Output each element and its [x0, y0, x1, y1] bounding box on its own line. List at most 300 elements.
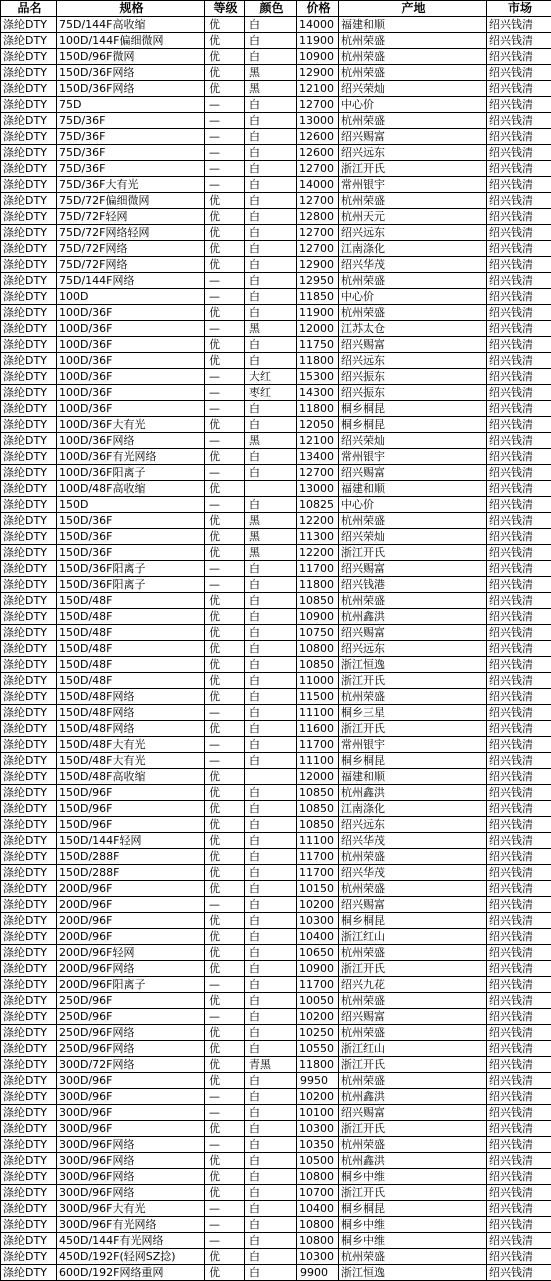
table-row — [1, 705, 551, 721]
product-name-cell: 涤纶DTY — [1, 785, 57, 801]
market-cell: 绍兴钱清 — [487, 49, 551, 65]
product-name-cell: 涤纶DTY — [1, 817, 57, 833]
origin-cell: 江南涤化 — [339, 241, 487, 257]
table-row — [1, 833, 551, 849]
price-cell: 13000 — [297, 113, 339, 129]
grade-cell: — — [205, 273, 245, 289]
product-name-cell: 涤纶DTY — [1, 369, 57, 385]
price-cell: 11500 — [297, 689, 339, 705]
product-name-cell: 涤纶DTY — [1, 1201, 57, 1217]
table-row — [1, 769, 551, 785]
market-cell: 绍兴钱清 — [487, 193, 551, 209]
market-cell: 绍兴钱清 — [487, 801, 551, 817]
price-cell: 11000 — [297, 673, 339, 689]
product-name-cell: 涤纶DTY — [1, 593, 57, 609]
price-cell: 10650 — [297, 945, 339, 961]
table-row — [1, 657, 551, 673]
color-cell: 白 — [245, 353, 297, 369]
spec-cell: 150D/48F网络 — [57, 705, 205, 721]
table-row — [1, 513, 551, 529]
market-cell: 绍兴钱清 — [487, 1025, 551, 1041]
grade-cell: — — [205, 145, 245, 161]
product-name-cell: 涤纶DTY — [1, 833, 57, 849]
grade-cell: — — [205, 1105, 245, 1121]
header-color: 颜色 — [245, 1, 297, 17]
market-cell: 绍兴钱清 — [487, 977, 551, 993]
price-cell: 14000 — [297, 177, 339, 193]
price-cell: 12700 — [297, 193, 339, 209]
color-cell: 白 — [245, 289, 297, 305]
product-name-cell: 涤纶DTY — [1, 257, 57, 273]
origin-cell: 绍兴远东 — [339, 145, 487, 161]
origin-cell: 杭州荣盛 — [339, 593, 487, 609]
product-name-cell: 涤纶DTY — [1, 689, 57, 705]
product-name-cell: 涤纶DTY — [1, 1089, 57, 1105]
origin-cell: 桐乡三星 — [339, 705, 487, 721]
table-row — [1, 1073, 551, 1089]
color-cell: 白 — [245, 801, 297, 817]
spec-cell: 150D — [57, 497, 205, 513]
price-cell: 11700 — [297, 737, 339, 753]
origin-cell: 桐乡桐昆 — [339, 913, 487, 929]
spec-cell: 150D/36F阳离子 — [57, 561, 205, 577]
spec-cell: 150D/48F — [57, 609, 205, 625]
spec-cell: 150D/36F — [57, 513, 205, 529]
grade-cell: 优 — [205, 49, 245, 65]
market-cell: 绍兴钱清 — [487, 913, 551, 929]
spec-cell: 150D/36F — [57, 529, 205, 545]
product-name-cell: 涤纶DTY — [1, 913, 57, 929]
spec-cell: 250D/96F网络 — [57, 1025, 205, 1041]
market-cell: 绍兴钱清 — [487, 865, 551, 881]
origin-cell: 绍兴赐富 — [339, 465, 487, 481]
origin-cell: 浙江开氏 — [339, 545, 487, 561]
origin-cell: 绍兴华茂 — [339, 865, 487, 881]
product-name-cell: 涤纶DTY — [1, 753, 57, 769]
price-cell: 11100 — [297, 753, 339, 769]
table-row — [1, 641, 551, 657]
table-row — [1, 785, 551, 801]
grade-cell: 优 — [205, 929, 245, 945]
grade-cell: 优 — [205, 721, 245, 737]
color-cell: 白 — [245, 897, 297, 913]
table-row — [1, 609, 551, 625]
grade-cell: 优 — [205, 1249, 245, 1265]
product-name-cell: 涤纶DTY — [1, 161, 57, 177]
grade-cell: — — [205, 1201, 245, 1217]
grade-cell: 优 — [205, 513, 245, 529]
grade-cell: — — [205, 433, 245, 449]
color-cell: 白 — [245, 609, 297, 625]
origin-cell: 杭州荣盛 — [339, 881, 487, 897]
product-name-cell: 涤纶DTY — [1, 1057, 57, 1073]
market-cell: 绍兴钱清 — [487, 625, 551, 641]
product-name-cell: 涤纶DTY — [1, 273, 57, 289]
color-cell — [245, 769, 297, 785]
product-name-cell: 涤纶DTY — [1, 1025, 57, 1041]
origin-cell: 杭州荣盛 — [339, 1025, 487, 1041]
product-name-cell: 涤纶DTY — [1, 561, 57, 577]
origin-cell: 绍兴远东 — [339, 817, 487, 833]
color-cell: 黑 — [245, 545, 297, 561]
price-cell: 10300 — [297, 1249, 339, 1265]
spec-cell: 100D/36F有光网络 — [57, 449, 205, 465]
table-row — [1, 977, 551, 993]
market-cell: 绍兴钱清 — [487, 881, 551, 897]
color-cell: 白 — [245, 913, 297, 929]
price-cell: 11100 — [297, 833, 339, 849]
table-row — [1, 849, 551, 865]
color-cell: 白 — [245, 1025, 297, 1041]
table-row — [1, 305, 551, 321]
color-cell: 白 — [245, 721, 297, 737]
product-name-cell: 涤纶DTY — [1, 529, 57, 545]
color-cell: 黑 — [245, 529, 297, 545]
market-cell: 绍兴钱清 — [487, 609, 551, 625]
price-cell: 10150 — [297, 881, 339, 897]
market-cell: 绍兴钱清 — [487, 225, 551, 241]
product-name-cell: 涤纶DTY — [1, 1169, 57, 1185]
table-row — [1, 881, 551, 897]
grade-cell: 优 — [205, 785, 245, 801]
origin-cell: 江苏太仓 — [339, 321, 487, 337]
table-row — [1, 145, 551, 161]
spec-cell: 100D/36F — [57, 369, 205, 385]
table-row — [1, 1089, 551, 1105]
origin-cell: 绍兴华茂 — [339, 257, 487, 273]
price-cell: 10800 — [297, 1233, 339, 1249]
table-row — [1, 545, 551, 561]
price-cell: 10100 — [297, 1105, 339, 1121]
product-name-cell: 涤纶DTY — [1, 1185, 57, 1201]
product-name-cell: 涤纶DTY — [1, 417, 57, 433]
spec-cell: 100D/36F大有光 — [57, 417, 205, 433]
table-row — [1, 689, 551, 705]
market-cell: 绍兴钱清 — [487, 961, 551, 977]
color-cell: 白 — [245, 753, 297, 769]
market-cell: 绍兴钱清 — [487, 817, 551, 833]
price-cell: 10850 — [297, 657, 339, 673]
color-cell: 白 — [245, 337, 297, 353]
grade-cell: 优 — [205, 689, 245, 705]
product-name-cell: 涤纶DTY — [1, 1249, 57, 1265]
price-cell: 12200 — [297, 545, 339, 561]
origin-cell: 桐乡桐昆 — [339, 417, 487, 433]
product-name-cell: 涤纶DTY — [1, 385, 57, 401]
market-cell: 绍兴钱清 — [487, 577, 551, 593]
product-name-cell: 涤纶DTY — [1, 449, 57, 465]
color-cell: 白 — [245, 1089, 297, 1105]
color-cell: 白 — [245, 1249, 297, 1265]
origin-cell: 浙江开氏 — [339, 961, 487, 977]
grade-cell: 优 — [205, 417, 245, 433]
color-cell: 黑 — [245, 65, 297, 81]
price-cell: 10300 — [297, 913, 339, 929]
product-name-cell: 涤纶DTY — [1, 209, 57, 225]
spec-cell: 150D/48F — [57, 641, 205, 657]
market-cell: 绍兴钱清 — [487, 1041, 551, 1057]
price-cell: 10350 — [297, 1137, 339, 1153]
market-cell: 绍兴钱清 — [487, 113, 551, 129]
origin-cell: 绍兴荣灿 — [339, 433, 487, 449]
table-row — [1, 225, 551, 241]
price-cell: 12700 — [297, 161, 339, 177]
origin-cell: 杭州荣盛 — [339, 33, 487, 49]
price-cell: 10900 — [297, 609, 339, 625]
table-row — [1, 177, 551, 193]
market-cell: 绍兴钱清 — [487, 273, 551, 289]
origin-cell: 绍兴振东 — [339, 385, 487, 401]
spec-cell: 150D/48F大有光 — [57, 737, 205, 753]
spec-cell: 100D/36F网络 — [57, 433, 205, 449]
grade-cell: 优 — [205, 545, 245, 561]
color-cell: 黑 — [245, 513, 297, 529]
origin-cell: 杭州荣盛 — [339, 849, 487, 865]
market-cell: 绍兴钱清 — [487, 465, 551, 481]
grade-cell: 优 — [205, 65, 245, 81]
color-cell: 白 — [245, 561, 297, 577]
table-row — [1, 241, 551, 257]
spec-cell: 250D/96F — [57, 1009, 205, 1025]
spec-cell: 150D/96F — [57, 785, 205, 801]
grade-cell: 优 — [205, 449, 245, 465]
market-cell: 绍兴钱清 — [487, 705, 551, 721]
grade-cell: — — [205, 401, 245, 417]
color-cell: 白 — [245, 1217, 297, 1233]
market-cell: 绍兴钱清 — [487, 497, 551, 513]
grade-cell: 优 — [205, 865, 245, 881]
spec-cell: 75D/72F网络轻网 — [57, 225, 205, 241]
market-cell: 绍兴钱清 — [487, 593, 551, 609]
color-cell: 白 — [245, 929, 297, 945]
table-row — [1, 113, 551, 129]
spec-cell: 300D/96F — [57, 1121, 205, 1137]
origin-cell: 杭州荣盛 — [339, 193, 487, 209]
spec-cell: 300D/96F — [57, 1089, 205, 1105]
spec-cell: 150D/144F轻网 — [57, 833, 205, 849]
origin-cell: 浙江红山 — [339, 1041, 487, 1057]
price-cell: 13400 — [297, 449, 339, 465]
header-grade: 等级 — [205, 1, 245, 17]
market-cell: 绍兴钱清 — [487, 1121, 551, 1137]
color-cell: 白 — [245, 865, 297, 881]
product-name-cell: 涤纶DTY — [1, 737, 57, 753]
spec-cell: 450D/192F(轻网SZ捻) — [57, 1249, 205, 1265]
color-cell: 白 — [245, 209, 297, 225]
product-name-cell: 涤纶DTY — [1, 177, 57, 193]
grade-cell: 优 — [205, 353, 245, 369]
grade-cell: 优 — [205, 241, 245, 257]
header-origin: 产地 — [339, 1, 487, 17]
color-cell: 白 — [245, 401, 297, 417]
market-cell: 绍兴钱清 — [487, 945, 551, 961]
price-cell: 15300 — [297, 369, 339, 385]
market-cell: 绍兴钱清 — [487, 81, 551, 97]
color-cell: 白 — [245, 625, 297, 641]
price-cell: 10200 — [297, 897, 339, 913]
spec-cell: 75D — [57, 97, 205, 113]
price-cell: 11300 — [297, 529, 339, 545]
grade-cell: 优 — [205, 945, 245, 961]
color-cell: 白 — [245, 1265, 297, 1281]
market-cell: 绍兴钱清 — [487, 177, 551, 193]
price-cell: 10800 — [297, 1169, 339, 1185]
product-name-cell: 涤纶DTY — [1, 1009, 57, 1025]
spec-cell: 150D/48F高收缩 — [57, 769, 205, 785]
grade-cell: — — [205, 129, 245, 145]
price-cell: 10500 — [297, 1153, 339, 1169]
spec-cell: 150D/36F网络 — [57, 81, 205, 97]
product-name-cell: 涤纶DTY — [1, 545, 57, 561]
color-cell: 白 — [245, 817, 297, 833]
product-name-cell: 涤纶DTY — [1, 769, 57, 785]
origin-cell: 绍兴振东 — [339, 369, 487, 385]
market-cell: 绍兴钱清 — [487, 417, 551, 433]
price-cell: 10550 — [297, 1041, 339, 1057]
spec-cell: 300D/96F网络 — [57, 1137, 205, 1153]
grade-cell: — — [205, 753, 245, 769]
market-cell: 绍兴钱清 — [487, 353, 551, 369]
header-spec: 规格 — [57, 1, 205, 17]
grade-cell: 优 — [205, 81, 245, 97]
price-cell: 12100 — [297, 433, 339, 449]
origin-cell: 福建和顺 — [339, 769, 487, 785]
color-cell: 白 — [245, 33, 297, 49]
header-market: 市场 — [487, 1, 551, 17]
origin-cell: 杭州荣盛 — [339, 273, 487, 289]
table-row — [1, 961, 551, 977]
grade-cell: — — [205, 497, 245, 513]
spec-cell: 300D/96F大有光 — [57, 1201, 205, 1217]
spec-cell: 75D/72F网络 — [57, 241, 205, 257]
market-cell: 绍兴钱清 — [487, 689, 551, 705]
price-cell: 11900 — [297, 33, 339, 49]
color-cell: 白 — [245, 449, 297, 465]
spec-cell: 300D/96F网络 — [57, 1169, 205, 1185]
color-cell: 白 — [245, 273, 297, 289]
market-cell: 绍兴钱清 — [487, 1233, 551, 1249]
market-cell: 绍兴钱清 — [487, 1201, 551, 1217]
spec-cell: 300D/72F网络 — [57, 1057, 205, 1073]
table-row — [1, 897, 551, 913]
origin-cell: 杭州荣盛 — [339, 49, 487, 65]
market-cell: 绍兴钱清 — [487, 737, 551, 753]
grade-cell: 优 — [205, 1169, 245, 1185]
grade-cell: — — [205, 1009, 245, 1025]
table-row — [1, 33, 551, 49]
origin-cell: 绍兴赐富 — [339, 897, 487, 913]
product-name-cell: 涤纶DTY — [1, 1105, 57, 1121]
product-name-cell: 涤纶DTY — [1, 193, 57, 209]
origin-cell: 绍兴远东 — [339, 225, 487, 241]
color-cell — [245, 481, 297, 497]
table-row — [1, 625, 551, 641]
grade-cell: — — [205, 113, 245, 129]
market-cell: 绍兴钱清 — [487, 641, 551, 657]
product-name-cell: 涤纶DTY — [1, 49, 57, 65]
price-cell: 12700 — [297, 97, 339, 113]
spec-cell: 75D/144F高收缩 — [57, 17, 205, 33]
color-cell: 白 — [245, 417, 297, 433]
market-cell: 绍兴钱清 — [487, 289, 551, 305]
spec-cell: 150D/48F大有光 — [57, 753, 205, 769]
market-cell: 绍兴钱清 — [487, 1169, 551, 1185]
color-cell: 白 — [245, 641, 297, 657]
price-cell: 12600 — [297, 145, 339, 161]
price-cell: 10750 — [297, 625, 339, 641]
origin-cell: 杭州荣盛 — [339, 65, 487, 81]
price-cell: 12700 — [297, 465, 339, 481]
product-name-cell: 涤纶DTY — [1, 1041, 57, 1057]
price-cell: 12100 — [297, 81, 339, 97]
grade-cell: — — [205, 369, 245, 385]
grade-cell: 优 — [205, 913, 245, 929]
color-cell: 白 — [245, 1153, 297, 1169]
grade-cell: 优 — [205, 337, 245, 353]
table-row — [1, 17, 551, 33]
table-row — [1, 81, 551, 97]
grade-cell: 优 — [205, 769, 245, 785]
spec-cell: 100D/36F — [57, 321, 205, 337]
origin-cell: 杭州荣盛 — [339, 305, 487, 321]
spec-cell: 75D/72F网络 — [57, 257, 205, 273]
market-cell: 绍兴钱清 — [487, 929, 551, 945]
color-cell: 白 — [245, 945, 297, 961]
spec-cell: 75D/72F轻网 — [57, 209, 205, 225]
color-cell: 白 — [245, 961, 297, 977]
origin-cell: 桐乡桐昆 — [339, 1201, 487, 1217]
origin-cell: 江南涤化 — [339, 801, 487, 817]
color-cell: 白 — [245, 737, 297, 753]
product-name-cell: 涤纶DTY — [1, 625, 57, 641]
table-row — [1, 465, 551, 481]
color-cell: 枣红 — [245, 385, 297, 401]
table-header — [1, 1, 551, 17]
origin-cell: 杭州荣盛 — [339, 689, 487, 705]
grade-cell: — — [205, 321, 245, 337]
spec-cell: 100D — [57, 289, 205, 305]
price-cell: 11800 — [297, 1057, 339, 1073]
header-price: 价格 — [297, 1, 339, 17]
grade-cell: — — [205, 161, 245, 177]
product-name-cell: 涤纶DTY — [1, 321, 57, 337]
table-row — [1, 369, 551, 385]
table-row — [1, 1153, 551, 1169]
color-cell: 白 — [245, 849, 297, 865]
spec-cell: 75D/36F — [57, 113, 205, 129]
product-name-cell: 涤纶DTY — [1, 641, 57, 657]
grade-cell: — — [205, 1137, 245, 1153]
table-row — [1, 161, 551, 177]
price-cell: 10800 — [297, 641, 339, 657]
price-cell: 10050 — [297, 993, 339, 1009]
color-cell: 白 — [245, 833, 297, 849]
spec-cell: 100D/36F — [57, 337, 205, 353]
price-cell: 10200 — [297, 1009, 339, 1025]
market-cell: 绍兴钱清 — [487, 161, 551, 177]
market-cell: 绍兴钱清 — [487, 545, 551, 561]
market-cell: 绍兴钱清 — [487, 561, 551, 577]
table-row — [1, 577, 551, 593]
price-cell: 10200 — [297, 1089, 339, 1105]
table-row — [1, 993, 551, 1009]
price-cell: 10250 — [297, 1025, 339, 1041]
grade-cell: — — [205, 97, 245, 113]
product-name-cell: 涤纶DTY — [1, 353, 57, 369]
product-name-cell: 涤纶DTY — [1, 801, 57, 817]
price-cell: 12600 — [297, 129, 339, 145]
origin-cell: 杭州荣盛 — [339, 1249, 487, 1265]
